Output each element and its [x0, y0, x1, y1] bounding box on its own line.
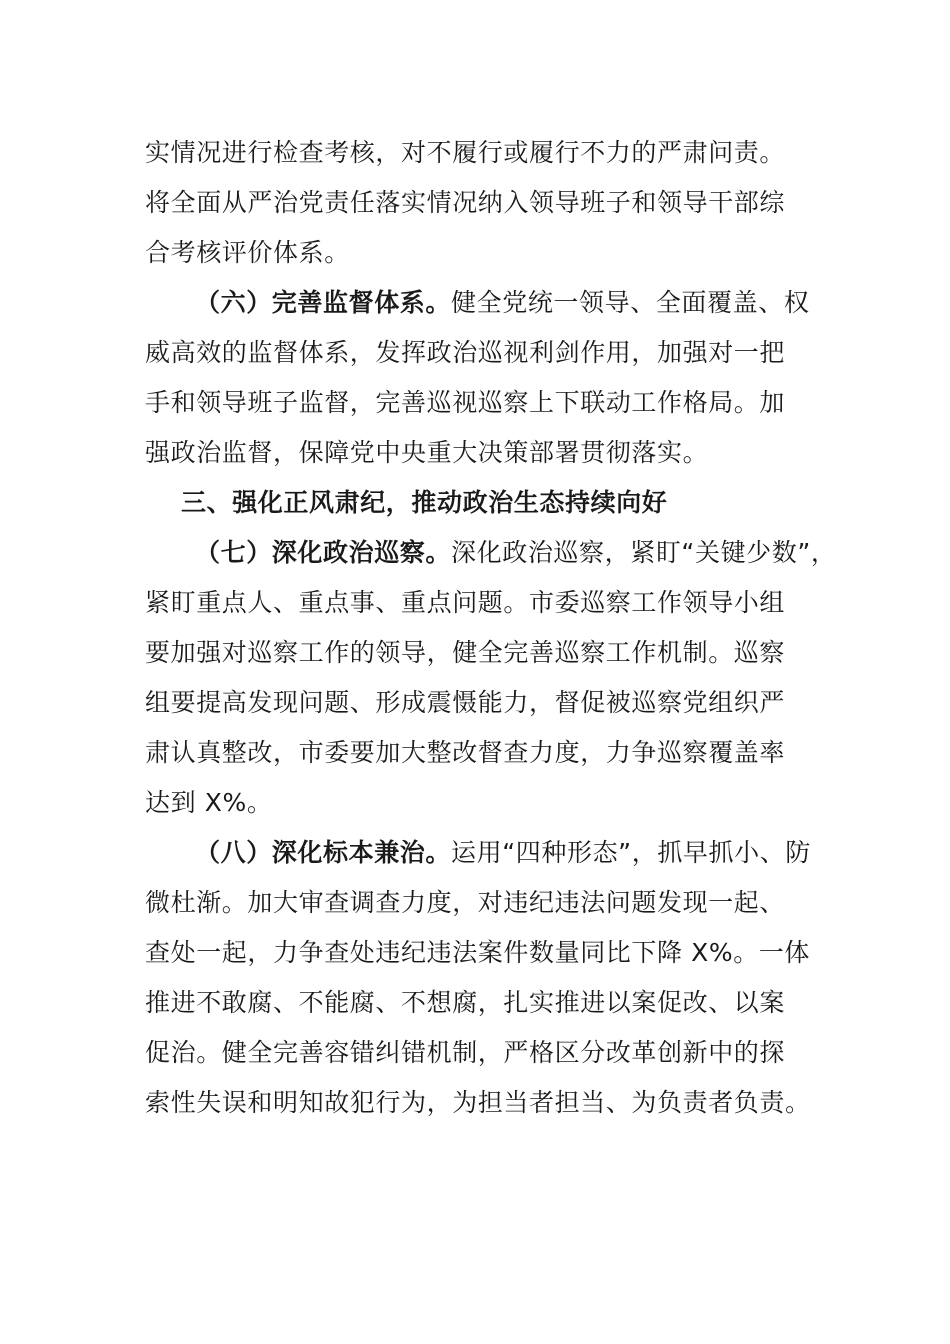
text-line: 查处一起，力争查处违纪违法案件数量同比下降 X%。一体: [145, 938, 811, 967]
intro-paragraph: [145, 128, 810, 278]
section-8-first-line: 运用“四种形态”，抓早抓小、防: [451, 838, 811, 867]
text-line: 促治。健全完善容错纠错机制，严格区分改革创新中的探: [145, 1038, 786, 1067]
text-line: 要加强对巡察工作的领导，健全完善巡察工作机制。巡察: [145, 638, 786, 667]
section-6-first-line: 健全党统一领导、全面覆盖、权: [451, 288, 810, 317]
section-7-paragraph: [145, 528, 837, 828]
section-7-lead: （七）深化政治巡察。: [195, 538, 452, 567]
text-line: 将全面从严治党责任落实情况纳入领导班子和领导干部综: [145, 188, 786, 217]
text-line: 合考核评价体系。: [145, 238, 350, 267]
text-line: 微杜渐。加大审查调查力度，对违纪违法问题发现一起、: [145, 888, 786, 917]
text-line: 威高效的监督体系，发挥政治巡视利剑作用，加强对一把: [145, 338, 786, 367]
text-line: 肃认真整改，市委要加大整改督查力度，力争巡察覆盖率: [145, 738, 786, 767]
text-line: 达到 X%。: [145, 788, 273, 817]
text-line: 索性失误和明知故犯行为，为担当者担当、为负责者负责。: [145, 1088, 811, 1117]
section-6-paragraph: [145, 278, 810, 478]
section-7-first-line: 深化政治巡察，紧盯“关键少数”，: [451, 538, 837, 567]
text-line: [145, 278, 810, 328]
text-line: [145, 828, 810, 878]
section-heading-3: 三、强化正风肃纪，推动政治生态持续向好: [181, 488, 668, 517]
text-line: [145, 528, 837, 578]
text-line: 组要提高发现问题、形成震慑能力，督促被巡察党组织严: [145, 688, 786, 717]
section-8-paragraph: [145, 828, 810, 1128]
text-line: 实情况进行检查考核，对不履行或履行不力的严肃问责。: [145, 138, 786, 167]
document-body: [145, 128, 837, 1128]
section-6-lead: （六）完善监督体系。: [195, 288, 452, 317]
section-8-lead: （八）深化标本兼治。: [195, 838, 452, 867]
text-line: 紧盯重点人、重点事、重点问题。市委巡察工作领导小组: [145, 588, 786, 617]
text-line: 强政治监督，保障党中央重大决策部署贯彻落实。: [145, 438, 709, 467]
text-line: 手和领导班子监督，完善巡视巡察上下联动工作格局。加: [145, 388, 786, 417]
text-line: 推进不敢腐、不能腐、不想腐，扎实推进以案促改、以案: [145, 988, 786, 1017]
